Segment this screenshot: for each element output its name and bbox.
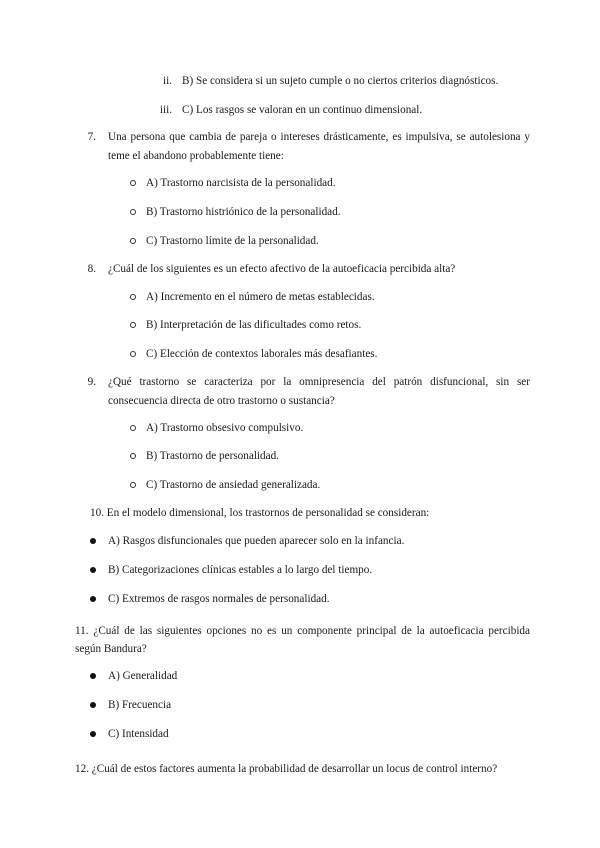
question-7-option-b: B) Trastorno histriónico de la personalidad. [146, 206, 341, 218]
roman-marker-iii: iii. [159, 104, 172, 116]
hollow-bullet-icon [130, 209, 136, 215]
question-8-option-a: A) Incremento en el número de metas establecidas. [146, 291, 375, 303]
question-8-option-b: B) Interpretación de las dificultades como retos. [146, 319, 362, 331]
hollow-bullet-icon [130, 322, 136, 328]
question-number-9: 9. [87, 376, 96, 388]
question-10-text: 10. En el modelo dimensional, los trastornos de personalidad se consideran: [90, 507, 430, 519]
question-7-option-a: A) Trastorno narcisista de la personalidad. [146, 177, 336, 189]
question-10-option-b: B) Categorizaciones clínicas estables a lo largo del tiempo. [108, 564, 373, 576]
question-9-option-b: B) Trastorno de personalidad. [146, 450, 279, 462]
question-8-text-line1: ¿Cuál de los siguientes es un efecto afectivo de la autoeficacia percibida alta? [108, 263, 456, 275]
roman-marker-ii: ii. [162, 75, 172, 87]
question-10-option-a: A) Rasgos disfuncionales que pueden aparecer solo en la infancia. [108, 535, 405, 547]
question-11-option-c: C) Intensidad [108, 728, 169, 740]
hollow-bullet-icon [130, 238, 136, 244]
hollow-bullet-icon [130, 351, 136, 357]
question-9-option-c: C) Trastorno de ansiedad generalizada. [146, 479, 321, 491]
question-11-option-a: A) Generalidad [108, 670, 178, 682]
question-8-option-c: C) Elección de contextos laborales más desafiantes. [146, 348, 378, 360]
question-7-text-line1: Una persona que cambia de pareja o intereses drásticamente, es impulsiva, se autolesiona y [108, 131, 530, 143]
question-7-option-c: C) Trastorno límite de la personalidad. [146, 235, 319, 247]
hollow-bullet-icon [130, 180, 136, 186]
option-text-ii: B) Se considera si un sujeto cumple o no ciertos criterios diagnósticos. [182, 75, 499, 87]
filled-bullet-icon [90, 673, 96, 679]
question-11-option-b: B) Frecuencia [108, 699, 172, 711]
hollow-bullet-icon [130, 425, 136, 431]
question-9-text-line2: consecuencia directa de otro trastorno o sustancia? [108, 395, 335, 407]
question-7-text-line2: teme el abandono probablemente tiene: [108, 150, 284, 162]
hollow-bullet-icon [130, 294, 136, 300]
question-number-8: 8. [87, 263, 96, 275]
question-10-option-c: C) Extremos de rasgos normales de personalidad. [108, 593, 330, 605]
question-9-option-a: A) Trastorno obsesivo compulsivo. [146, 422, 304, 434]
question-9-text-line1: ¿Qué trastorno se caracteriza por la omnipresencia del patrón disfuncional, sin ser [108, 376, 530, 388]
question-number-7: 7. [87, 131, 96, 143]
filled-bullet-icon [90, 731, 96, 737]
option-text-iii: C) Los rasgos se valoran en un continuo dimensional. [182, 104, 423, 116]
hollow-bullet-icon [130, 453, 136, 459]
filled-bullet-icon [90, 538, 96, 544]
filled-bullet-icon [90, 702, 96, 708]
filled-bullet-icon [90, 567, 96, 573]
question-11-text-line1: 11. ¿Cuál de las siguientes opciones no es un componente principal de la autoeficacia percibida [75, 625, 530, 637]
filled-bullet-icon [90, 596, 96, 602]
question-12-text: 12. ¿Cuál de estos factores aumenta la probabilidad de desarrollar un locus de control interno? [75, 763, 498, 775]
hollow-bullet-icon [130, 482, 136, 488]
question-11-text-line2: según Bandura? [75, 643, 147, 655]
